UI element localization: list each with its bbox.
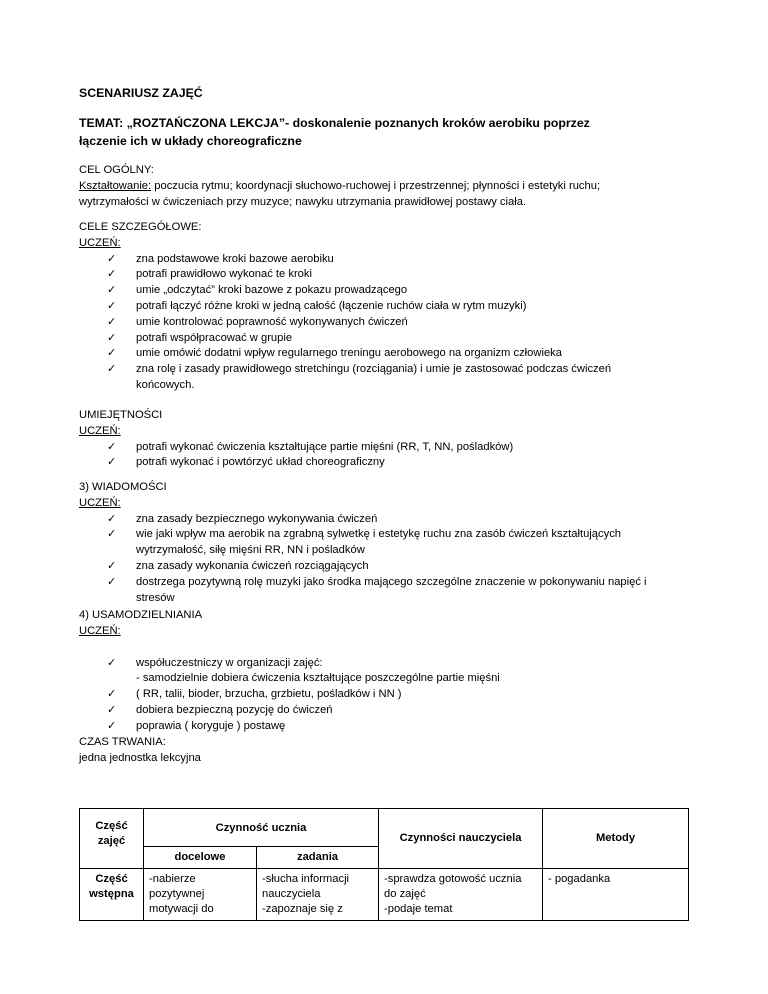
check-icon: ✓ (107, 347, 117, 360)
independence-list (79, 656, 699, 735)
list-item (79, 703, 699, 719)
list-item (79, 512, 699, 528)
list-item (79, 687, 699, 703)
list-item-text: zna rolę i zasady prawidłowego stretchingu (rozciągania) i umie je zastosować podczas ćwiczeń (136, 363, 612, 376)
list-item-text: zna podstawowe kroki bazowe aerobiku (136, 252, 334, 265)
list-item-text-continued: końcowych. (136, 378, 195, 391)
cell-line: -sprawdza gotowość ucznia (384, 873, 522, 885)
cell-part-line-1: Część (95, 873, 128, 885)
check-icon: ✓ (107, 575, 117, 588)
header-student-activity: Czynność ucznia (144, 809, 379, 847)
list-item (79, 559, 699, 575)
list-item-text: współuczestniczy w organizacji zajęć: (136, 656, 323, 669)
check-icon: ✓ (107, 252, 117, 265)
check-icon: ✓ (107, 315, 117, 328)
check-icon: ✓ (107, 688, 117, 701)
cell-part-line-2: wstępna (89, 888, 134, 900)
list-item-text: wie jaki wpływ ma aerobik na zgrabną sylwetkę i estetykę ruchu zna zasób ćwiczeń kształtujących (136, 528, 622, 541)
cell-line: -nabierze (149, 873, 196, 885)
topic-line-2: łączenie ich w układy choreograficzne (79, 134, 302, 148)
header-part-line-1: Część (95, 820, 128, 832)
header-methods: Metody (543, 809, 689, 869)
general-goal-line-1 (79, 179, 699, 195)
list-item-text: poprawia ( koryguje ) postawę (136, 719, 286, 732)
cell-target (144, 869, 257, 921)
independence-student-label: UCZEŃ: (79, 624, 121, 637)
list-item-text: potrafi wykonać i powtórzyć układ choreograficzny (136, 456, 385, 469)
list-item-text: umie „odczytać” kroki bazowe z pokazu prowadzącego (136, 284, 408, 297)
knowledge-heading: 3) WIADOMOŚCI (79, 481, 167, 493)
document-title: SCENARIUSZ ZAJĘĆ (79, 86, 203, 100)
specific-goals-student-label: UCZEŃ: (79, 236, 121, 249)
knowledge-list (79, 512, 699, 607)
specific-goals-list (79, 252, 699, 394)
knowledge-student-label: UCZEŃ: (79, 496, 121, 509)
lesson-plan-table (79, 808, 689, 921)
list-item-text: zna zasady wykonania ćwiczeń rozciągających (136, 559, 369, 572)
list-item-text: potrafi prawidłowo wykonać te kroki (136, 268, 312, 281)
table-header-row (80, 809, 689, 847)
list-item-text: dostrzega pozytywną rolę muzyki jako środka mającego szczególne znaczenie w pokonywaniu napięć i (136, 575, 647, 588)
list-item (79, 440, 699, 456)
list-item (79, 719, 699, 735)
section-independence (79, 608, 699, 735)
list-item (79, 331, 699, 347)
duration-value: jedna jednostka lekcyjna (79, 751, 201, 764)
list-item (79, 283, 699, 299)
check-icon: ✓ (107, 456, 117, 469)
list-item-text: zna zasady bezpiecznego wykonywania ćwiczeń (136, 512, 378, 525)
list-item (79, 455, 699, 471)
skills-student-label: UCZEŃ: (79, 424, 121, 437)
check-icon: ✓ (107, 331, 117, 344)
duration-heading: CZAS TRWANIA: (79, 736, 166, 748)
list-item-text-continued: wytrzymałość, siłę mięśni RR, NN i pośladków (136, 544, 365, 557)
cell-line: -słucha informacji (262, 873, 350, 885)
header-teacher-activity: Czynności nauczyciela (379, 809, 543, 869)
list-item (79, 527, 699, 559)
cell-line: nauczyciela (262, 888, 321, 900)
general-goal-text-1: poczucia rytmu; koordynacji słuchowo-ruchowej i przestrzennej; płynności i estetyki ruchu; (151, 179, 601, 192)
list-item-text: umie kontrolować poprawność wykonywanych ćwiczeń (136, 315, 408, 328)
lesson-topic (79, 114, 689, 150)
list-item (79, 299, 699, 315)
topic-line-1: TEMAT: „ROZTAŃCZONA LEKCJA”- doskonalenie poznanych kroków aerobiku poprzez (79, 116, 590, 130)
general-goal-heading: CEL OGÓLNY: (79, 164, 154, 176)
general-goal-line-2: wytrzymałości w ćwiczeniach przy muzyce; nawyku utrzymania prawidłowej postawy ciała. (79, 195, 527, 208)
list-item-text: ( RR, talii, bioder, brzucha, grzbietu, pośladków i NN ) (136, 688, 402, 701)
check-icon: ✓ (107, 656, 117, 669)
check-icon: ✓ (107, 268, 117, 281)
section-skills (79, 408, 699, 471)
table-row (80, 869, 689, 921)
specific-goals-heading: CELE SZCZEGÓŁOWE: (79, 221, 202, 233)
header-part (80, 809, 144, 869)
list-item (79, 362, 699, 394)
list-item-subtext: - samodzielnie dobiera ćwiczenia kształtujące poszczególne partie mięśni (136, 672, 500, 685)
section-specific-goals (79, 220, 699, 394)
list-item (79, 346, 699, 362)
cell-line: motywacji do (149, 903, 214, 915)
list-item (79, 315, 699, 331)
check-icon: ✓ (107, 559, 117, 572)
skills-list (79, 440, 699, 472)
check-icon: ✓ (107, 284, 117, 297)
check-icon: ✓ (107, 528, 117, 541)
section-knowledge (79, 480, 699, 606)
list-item-text: dobiera bezpieczną pozycję do ćwiczeń (136, 703, 333, 716)
cell-methods: - pogadanka (543, 869, 689, 921)
list-item (79, 267, 699, 283)
cell-line: -zapoznaje się z (262, 903, 343, 915)
section-general-goal (79, 163, 699, 210)
skills-heading: UMIEJĘTNOŚCI (79, 409, 163, 421)
list-item (79, 252, 699, 268)
cell-line: do zajęć (384, 888, 426, 900)
check-icon: ✓ (107, 719, 117, 732)
cell-tasks (257, 869, 379, 921)
independence-heading: 4) USAMODZIELNIANIA (79, 609, 203, 621)
header-part-line-2: zajęć (97, 835, 126, 847)
cell-line: pozytywnej (149, 888, 205, 900)
list-item-text-continued: stresów (136, 591, 175, 604)
check-icon: ✓ (107, 703, 117, 716)
cell-part (80, 869, 144, 921)
list-item-text: umie omówić dodatni wpływ regularnego treningu aerobowego na organizm człowieka (136, 347, 562, 360)
cell-line: -podaje temat (384, 903, 453, 915)
header-tasks: zadania (257, 847, 379, 869)
list-item-text: potrafi łączyć różne kroki w jedną całość (łączenie ruchów ciała w rytm muzyki) (136, 299, 527, 312)
list-item (79, 575, 699, 607)
check-icon: ✓ (107, 299, 117, 312)
header-target: docelowe (144, 847, 257, 869)
general-goal-label: Kształtowanie: (79, 179, 152, 192)
list-item-text: potrafi wykonać ćwiczenia kształtujące partie mięśni (RR, T, NN, pośladków) (136, 440, 514, 453)
check-icon: ✓ (107, 512, 117, 525)
list-item-text: potrafi współpracować w grupie (136, 331, 293, 344)
check-icon: ✓ (107, 363, 117, 376)
section-duration (79, 735, 699, 767)
check-icon: ✓ (107, 440, 117, 453)
cell-teacher (379, 869, 543, 921)
list-item (79, 656, 699, 688)
